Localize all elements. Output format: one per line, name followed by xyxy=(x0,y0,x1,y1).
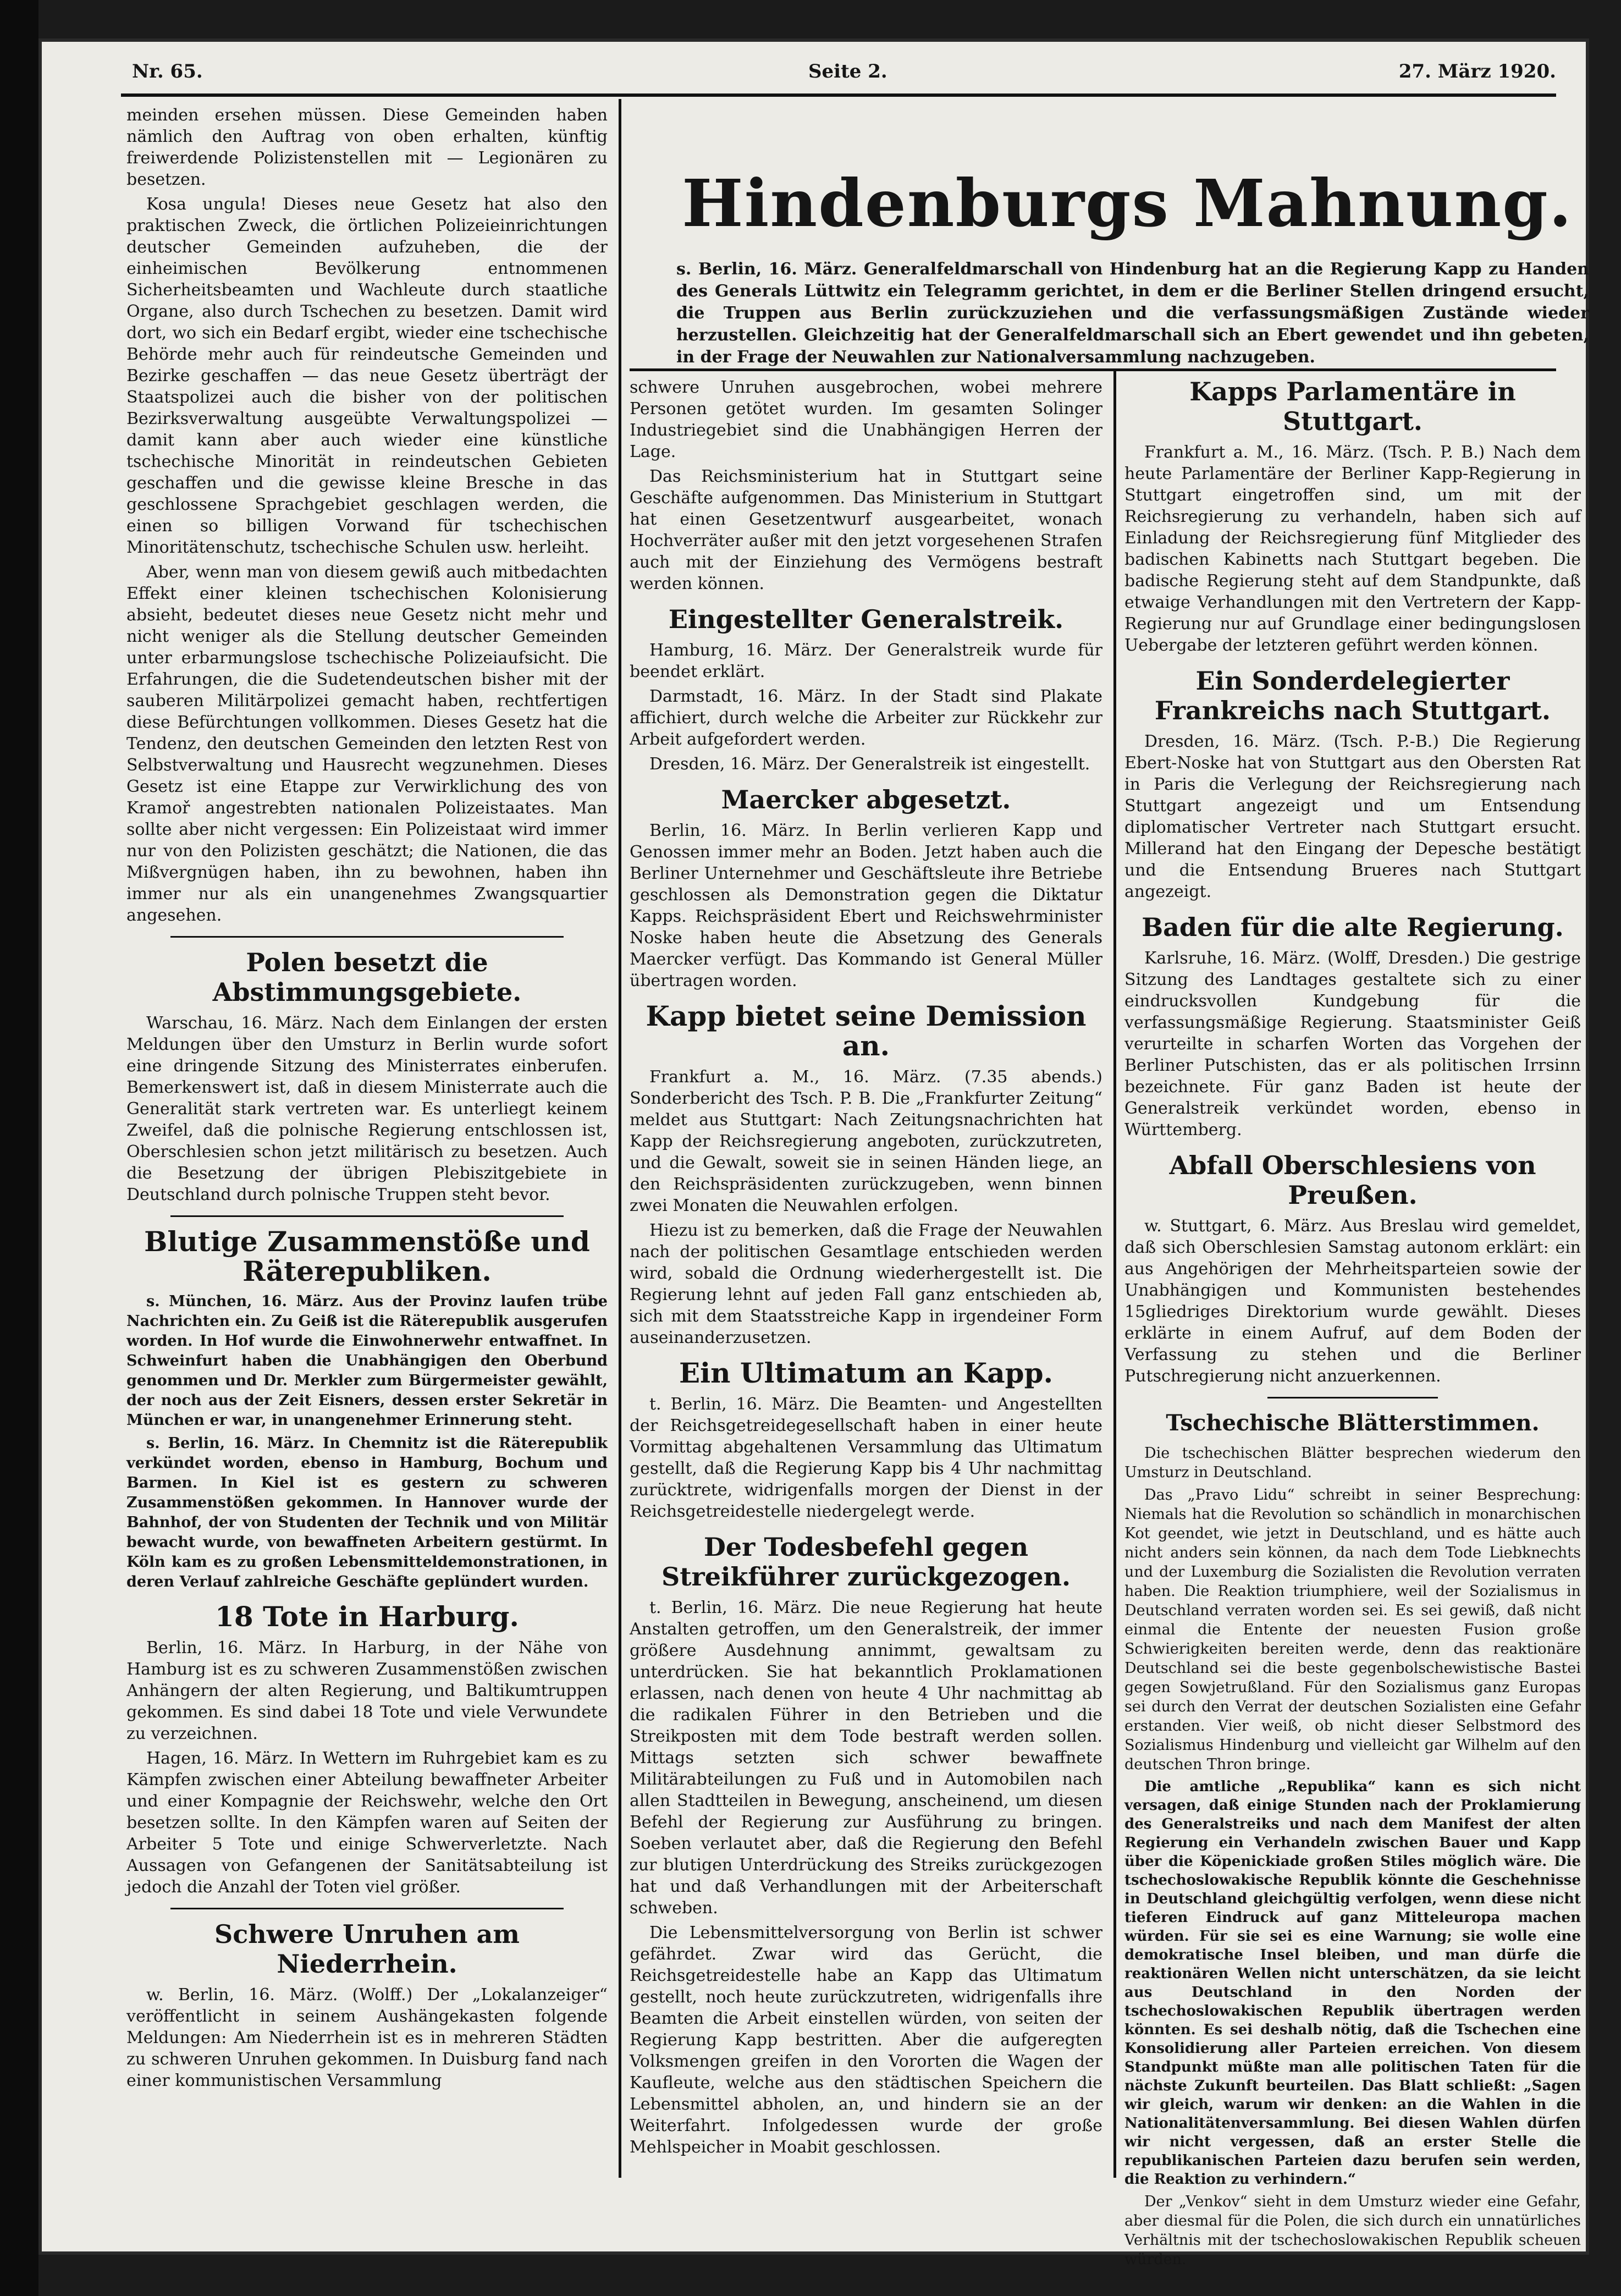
article-paragraph: Darmstadt, 16. März. In der Stadt sind Plakate affichiert, durch welche die Arbeiter zur Rückkehr zur Arbeit aufgefordert werden. xyxy=(630,687,1102,749)
headline: Blutige Zusammenstöße und Räterepubliken. xyxy=(144,1225,590,1287)
article-paragraph: schwere Unruhen ausgebrochen, wobei mehrere Personen getötet wurden. Im gesamten Solinger Industriegebiet sind die Unabhängigen Herren der Lage. xyxy=(630,378,1102,461)
separator xyxy=(170,1215,564,1217)
column-rule-2 xyxy=(1113,368,1116,2178)
article-paragraph: Das Reichsministerium hat in Stuttgart seine Geschäfte aufgenommen. Das Ministerium in Stuttgart hat einen Gesetzentwurf ausgearbeitet, wonach Hochverräter außer mit den jetzt vorgesehenen Strafen auch mit der Einziehung des Vermögens bestraft werden können. xyxy=(630,467,1102,593)
main-headline: Hindenburgs Mahnung. xyxy=(682,165,1573,241)
lead-paragraph: s. Berlin, 16. März. Generalfeldmarschall von Hindenburg hat an die Regierung Kapp zu Handen des Generals Lüttwitz ein Telegramm gerichtet, in dem er die Berliner Stellen dringend ersucht, die Truppen aus Berlin zurückzuziehen und die verfassungsmäßigen Zustände wieder herzustellen. Gleichzeitig hat der Generalfeldmarschall sich an Ebert gewendet und ihn gebeten, in der Frage der Neuwahlen zur Nationalversammlung nachzugeben. xyxy=(676,260,1589,367)
headline: Ein Sonderdelegierter Frankreichs nach Stuttgart. xyxy=(1154,666,1551,725)
page-number: Seite 2. xyxy=(808,60,887,82)
issue-number: Nr. 65. xyxy=(132,60,203,82)
headline: Maercker abgesetzt. xyxy=(721,785,1011,814)
article-paragraph: Frankfurt a. M., 16. März. (Tsch. P. B.) Nach dem heute Parlamentäre der Berliner Kapp-Regierung in Stuttgart eingetroffen sind, um mit der Reichsregierung zu verhandeln, haben sich auf Einladung der Reichsregierung fünf Mitglieder des badischen Kabinetts nach Stuttgart begeben. Die badische Regierung steht auf dem Standpunkte, daß etwaige Verhandlungen mit den Vertretern der Kapp-Regierung nur auf Grundlage einer bedingungslosen Uebergabe der letzteren geführt werden können. xyxy=(1124,443,1581,655)
article-paragraph: Die tschechischen Blätter besprechen wiederum den Umsturz in Deutschland. xyxy=(1124,1445,1581,1481)
headline: 18 Tote in Harburg. xyxy=(215,1600,519,1633)
article-paragraph: Kosa ungula! Dieses neue Gesetz hat also den praktischen Zweck, die örtlichen Polizeieinrichtungen deutscher Gemeinden aufzuheben, die der einheimischen Bevölkerung entnommenen Sicherheitsbeamten und Wachleute durch staatliche Organe, also durch Tschechen zu besetzen. Damit wird dort, wo sich ein Bedarf ergibt, wieder eine tschechische Behörde mehr auch für reindeutsche Gemeinden und Bezirke geschaffen — das neue Gesetz überträgt der Staatspolizei auch die bisher von der politischen Bezirksverwaltung ausgeübte Verwaltungspolizei — damit kann aber auch wieder eine künstliche tschechische Minorität in reindeutschen Gebieten geschaffen und die gewisse kleine Bresche in das geschlossene Sprachgebiet geschlagen werden, die einen so billigen Vorwand für tschechischen Minoritätenschutz, tschechische Schulen usw. herleiht. xyxy=(126,195,608,557)
article-paragraph: s. Berlin, 16. März. In Chemnitz ist die Räterepublik verkündet worden, ebenso in Hamburg, Bochum und Barmen. In Kiel ist es gestern zu schweren Zusammenstößen gekommen. In Hannover wurde der Bahnhof, der von Studenten der Technik und von Militär bewacht wurde, von bewaffneten Arbeitern gestürmt. In Köln kam es zu großen Lebensmitteldemonstrationen, in deren Verlauf zahlreiche Geschäfte geplündert wurden. xyxy=(126,1435,608,1590)
headline: Tschechische Blätterstimmen. xyxy=(1166,1410,1540,1436)
issue-date: 27. März 1920. xyxy=(1398,60,1556,82)
column-2 xyxy=(630,377,1102,2181)
article-paragraph: Frankfurt a. M., 16. März. (7.35 abends.) Sonderbericht des Tsch. P. B. Die „Frankfurter Zeitung“ meldet aus Stuttgart: Nach Zeitungsnachrichten hat Kapp der Reichsregierung angeboten, zurückzutreten, und die Gewalt, soweit sie in seinen Händen liege, an den Reichspräsidenten zurückzugeben, wenn binnen zwei Monaten die Neuwahlen erfolgen. xyxy=(630,1067,1102,1215)
headline: Polen besetzt die Abstimmungsgebiete. xyxy=(212,948,522,1007)
headline: Eingestellter Generalstreik. xyxy=(668,604,1064,634)
article-paragraph: Das „Pravo Lidu“ schreibt in seiner Besprechung: Niemals hat die Revolution so schändlich in monarchischen Kot geendet, wie jetzt in Deutschland, und es hätte auch nicht anders sein können, da nach dem Tode Liebknechts und der Luxemburg die Sozialisten die Revolution verraten haben. Die Reaktion triumphiere, weil der Sozialismus in Deutschland verraten worden sei. Es sei gewiß, daß nicht einmal die Entente der neuesten Fusion große Schwierigkeiten bereiten werde, denn das reaktionäre Deutschland sei die beste gegenbolschewistische Bastei gegen Sowjetrußland. Für den Sozialismus ganz Europas sei durch den Verrat der deutschen Sozialisten eine Gefahr erstanden. Vier weiß, ob nicht dieser Selbstmord des Sozialismus Hindenburg und vielleicht gar Wilhelm auf den deutschen Thron bringe. xyxy=(1124,1486,1581,1773)
scan-edge xyxy=(0,0,38,2296)
article-paragraph: Hamburg, 16. März. Der Generalstreik wurde für beendet erklärt. xyxy=(630,641,1102,681)
column-3 xyxy=(1124,377,1581,2268)
article-paragraph: Hagen, 16. März. In Wettern im Ruhrgebiet kam es zu Kämpfen zwischen einer Abteilung bewaffneter Arbeiter und einer Kompagnie der Reichswehr, welche den Ort besetzen sollte. In den Kämpfen waren auf Seiten der Arbeiter 5 Tote und einige Schwerverletzte. Nach Aussagen von Gefangenen der Sanitätsabteilung ist jedoch die Anzahl der Toten viel größer. xyxy=(126,1749,608,1897)
article-paragraph: Berlin, 16. März. In Harburg, in der Nähe von Hamburg ist es zu schweren Zusammenstößen zwischen Anhängern der alten Regierung, und Baltikumtruppen gekommen. Es sind dabei 18 Tote und viele Verwundete zu verzeichnen. xyxy=(126,1638,608,1743)
article-paragraph: Berlin, 16. März. In Berlin verlieren Kapp und Genossen immer mehr an Boden. Jetzt haben auch die Berliner Unternehmer und Geschäftsleute ihre Betriebe geschlossen als Demonstration gegen die Diktatur Kapps. Reichspräsident Ebert und Reichswehrminister Noske haben heute die Absetzung des Generals Maercker verfügt. Das Kommando ist General Müller übertragen worden. xyxy=(630,821,1102,990)
article-paragraph: w. Stuttgart, 6. März. Aus Breslau wird gemeldet, daß sich Oberschlesien Samstag autonom erklärt: ein aus Angehörigen der Mehrheitsparteien sowie der Unabhängigen und Kommunisten bestehendes 15gliedriges Direktorium wurde gewählt. Dieses erklärte in einem Aufruf, auf dem Boden der Verfassung zu stehen und die Berliner Putschregierung nicht anzuerkennen. xyxy=(1124,1216,1581,1386)
article-paragraph: Warschau, 16. März. Nach dem Einlangen der ersten Meldungen über den Umsturz in Berlin wurde sofort eine dringende Sitzung des Ministerrates einberufen. Bemerkenswert ist, daß in diesem Ministerrate auch die Generalität stark vertreten war. Es unterliegt keinem Zweifel, daß die polnische Regierung entschlossen ist, Oberschlesien schon jetzt militärisch zu besetzen. Auch die Besetzung der übrigen Plebiszitgebiete in Deutschland durch polnische Truppen steht bevor. xyxy=(126,1014,608,1204)
article-paragraph: t. Berlin, 16. März. Die neue Regierung hat heute Anstalten getroffen, um den Generalstreik, der immer größere Ausdehnung annimmt, gewaltsam zu unterdrücken. Sie hat bekanntlich Proklamationen erlassen, nach denen von heute 4 Uhr nachmittag ab die radikalen Führer in den Betrieben und die Streikposten mit dem Tode bestraft werden sollen. Mittags setzten sich schwer bewaffnete Militärabteilungen zu Fuß und in Automobilen nach allen Stadtteilen in Bewegung, anscheinend, um diesen Befehl der Regierung zur Ausführung zu bringen. Soeben verlautet aber, daß die Regierung den Befehl zur blutigen Unterdrückung des Streiks zurückgezogen hat und daß Verhandlungen mit der Arbeiterschaft schweben. xyxy=(630,1598,1102,1918)
article-paragraph: Die Lebensmittelversorgung von Berlin ist schwer gefährdet. Zwar wird das Gerücht, die Reichsgetreidestelle habe an Kapp das Ultimatum gestellt, noch heute zurückzutreten, widrigenfalls ihre Beamten die Arbeit einstellen würden, von seiten der Regierung Kapp bestritten. Aber die aufgeregten Volksmengen greifen in den Vororten die Wagen der Kaufleute, welche aus den städtischen Speichern die Lebensmittel abholen, an, und hindern sie an der Weiterfahrt. Infolgedessen wurde der große Mehlspeicher in Moabit geschlossen. xyxy=(630,1923,1102,2157)
article-paragraph: Hiezu ist zu bemerken, daß die Frage der Neuwahlen nach der politischen Gesamtlage entschieden werden wird, sobald die Ordnung wiederhergestellt ist. Die Regierung lehnt auf jeden Fall ganz entschieden ab, sich mit dem Staatsstreiche Kapp in irgendeiner Form auseinanderzusetzen. xyxy=(630,1221,1102,1347)
article-paragraph: Dresden, 16. März. Der Generalstreik ist eingestellt. xyxy=(649,755,1090,774)
column-1 xyxy=(126,104,608,2183)
newspaper-page xyxy=(38,38,1589,2268)
article-paragraph: Die amtliche „Republika“ kann es sich nicht versagen, daß einige Stunden nach der Proklamierung des Generalstreiks und nach dem Manifest der alten Regierung ein Verhandeln zwischen Bauer und Kapp über die Köpenickiade großen Stiles möglich wäre. Die tschechoslowakische Republik könnte die Geschehnisse in Deutschland gleichgültig verfolgen, wenn diese nicht tieferen Eindruck auf ganz Mitteleuropa machen würden. Für sie sei es eine Warnung; sie wolle eine demokratische Insel bleiben, und man dürfe die reaktionären Wellen nicht unterschätzen, da sie leicht aus Deutschland in den Norden der tschechoslowakischen Republik übertragen werden könnten. Es sei deshalb nötig, daß die Tschechen eine Konsolidierung aller Parteien erreichen. Von diesem Standpunkt müßte man alle politischen Taten für die nächste Zukunft beurteilen. Das Blatt schließt: „Sagen wir gleich, warum wir denken: an die Wahlen in die Nationalitätenversammlung. Bei diesen Wahlen dürfen wir nicht vergessen, daß an erster Stelle die republikanischen Parteien dazu berufen sein werden, die Reaktion zu verhindern.“ xyxy=(1124,1779,1581,2188)
article-paragraph: Der „Venkov“ sieht in dem Umsturz wieder eine Gefahr, aber diesmal für die Polen, die sich durch ein unnatürliches Verhältnis mit der tschechoslowakischen Republik scheuen würden. xyxy=(1124,2193,1581,2268)
headline: Kapp bietet seine Demission an. xyxy=(646,1000,1087,1062)
lead-rule xyxy=(630,368,1556,371)
article-paragraph: t. Berlin, 16. März. Die Beamten- und Angestellten der Reichsgetreidegesellschaft haben in einer heute Vormittag abgehaltenen Versammlung das Ultimatum gestellt, daß die Regierung Kapp bis 4 Uhr nachmittag zurücktrete, widrigenfalls morgen der Dienst in der Reichsgetreidestelle niedergelegt werde. xyxy=(630,1395,1102,1521)
headline: Schwere Unruhen am Niederrhein. xyxy=(214,1919,520,1979)
article-paragraph: Dresden, 16. März. (Tsch. P.-B.) Die Regierung Ebert-Noske hat von Stuttgart aus den Obersten Rat in Paris die Verlegung der Reichsregierung nach Stuttgart angezeigt und um Entsendung diplomatischer Vertreter nach Stuttgart ersucht. Millerand hat den Eingang der Depesche bestätigt und die Entsendung Brueres nach Stuttgart angezeigt. xyxy=(1124,732,1581,901)
column-rule-1 xyxy=(619,99,621,2178)
separator xyxy=(1267,1397,1438,1398)
header-rule xyxy=(121,93,1556,97)
article-paragraph: Karlsruhe, 16. März. (Wolff, Dresden.) Die gestrige Sitzung des Landtages gestaltete sich zu einer eindrucksvollen Kundgebung für die verfassungsmäßige Regierung. Staatsminister Geiß verurteilte in scharfen Worten das Vorgehen der Berliner Putschisten, das er als politischen Irrsinn bezeichnete. Für ganz Baden ist heute der Generalstreik verkündet worden, ebenso in Württemberg. xyxy=(1124,949,1581,1139)
separator xyxy=(170,1908,564,1909)
headline: Der Todesbefehl gegen Streikführer zurückgezogen. xyxy=(661,1532,1071,1592)
separator xyxy=(170,936,564,938)
headline: Baden für die alte Regierung. xyxy=(1142,912,1564,942)
headline: Abfall Oberschlesiens von Preußen. xyxy=(1169,1150,1536,1210)
headline: Kapps Parlamentäre in Stuttgart. xyxy=(1189,377,1516,436)
article-paragraph: meinden ersehen müssen. Diese Gemeinden haben nämlich den Auftrag von oben erhalten, künftig freiwerdende Polizistenstellen mit — Legionären zu besetzen. xyxy=(126,106,608,189)
headline: Ein Ultimatum an Kapp. xyxy=(679,1357,1053,1389)
article-paragraph: w. Berlin, 16. März. (Wolff.) Der „Lokalanzeiger“ veröffentlicht in seinem Aushängekasten folgende Meldungen: Am Niederrhein ist es in mehreren Städten zu schweren Unruhen gekommen. In Duisburg fand nach einer kommunistischen Versammlung xyxy=(126,1985,608,2090)
article-paragraph: s. München, 16. März. Aus der Provinz laufen trübe Nachrichten ein. Zu Geiß ist die Räterepublik ausgerufen worden. In Hof wurde die Einwohnerwehr entwaffnet. In Schweinfurt haben die Unabhängigen den Oberbund genommen und Dr. Merkler zum Bürgermeister gewählt, der noch aus der Zeit Eisners, dessen erster Sekretär in München er war, in unangenehmer Erinnerung steht. xyxy=(126,1293,608,1429)
article-paragraph: Aber, wenn man von diesem gewiß auch mitbedachten Effekt einer kleinen tschechischen Kolonisierung absieht, bedeutet dieses neue Gesetz nicht mehr und nicht weniger als die Stellung deutscher Gemeinden unter erbarmungslose tschechische Polizeiaufsicht. Die Erfahrungen, die die Sudetendeutschen bisher mit der sauberen Militärpolizei gemacht haben, rechtfertigen diese Befürchtungen vollkommen. Dieses Gesetz hat die Tendenz, den deutschen Gemeinden den letzten Rest von Selbstverwaltung und Hausrecht wegzunehmen. Dieses Gesetz ist eine Etappe zur Verwirklichung des von Kramoř angestrebten nationalen Polizeistaates. Man sollte aber nicht vergessen: Ein Polizeistaat wird immer nur von den Polizisten geschätzt; die Nationen, die das Mißvergnügen haben, ihn zu bewohnen, haben ihn immer nur als ein unangenehmes Zwangsquartier angesehen. xyxy=(126,563,608,925)
